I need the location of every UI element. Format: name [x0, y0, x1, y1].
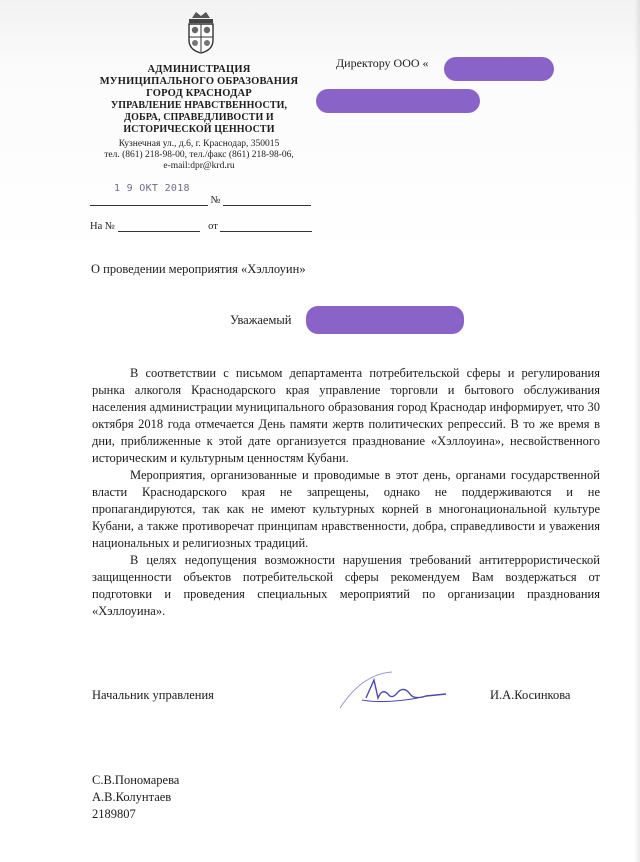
address: Кузнечная ул., д.6, г. Краснодар, 350015: [118, 139, 280, 149]
redaction-addressee: [306, 306, 464, 334]
date-blank: [90, 194, 208, 206]
coat-of-arms-icon: [186, 10, 216, 54]
letter-subject: О проведении мероприятия «Хэллоуин»: [91, 262, 306, 276]
executor-name: А.В.Колунтаев: [92, 790, 172, 804]
signatory-name: И.А.Косинкова: [490, 688, 571, 702]
executors-block: [92, 772, 179, 823]
incoming-number-line: [90, 220, 312, 232]
org-name-line1: АДМИНИСТРАЦИЯ: [147, 64, 251, 75]
number-blank: [223, 194, 311, 206]
dept-name-line3: ИСТОРИЧЕСКОЙ ЦЕННОСТИ: [123, 124, 275, 135]
letterhead: [86, 64, 312, 172]
body-paragraph: В целях недопущения возможности нарушения требований антитеррористической защищенности объектов потребительской сферы рекомендуем Вам воздержаться от подготовки и проведения специальных мероприятий по организации празднования «Хэллоуина».: [92, 553, 600, 618]
letter-body: [92, 365, 600, 620]
reply-number-blank: [118, 220, 200, 232]
reply-date-blank: [220, 220, 312, 232]
page-edge-shadow: [634, 0, 640, 862]
org-name-line2: МУНИЦИПАЛЬНОГО ОБРАЗОВАНИЯ: [99, 76, 299, 87]
body-paragraph: В соответствии с письмом департамента потребительской сферы и регулирования рынка алкоголя Краснодарского края управление торговли и бытового обслуживания населения администрации муниципального образования город Краснодар информирует, что 30 октября 2018 года отмечается День памяти жертв политических репрессий. В то же время в дни, приближенные к этой дате организуется празднование «Хэллоуина», несвойственного историческим и культурным ценностям Кубани.: [92, 366, 600, 465]
reply-date-label: от: [208, 221, 218, 232]
recipient: Директору ООО «: [336, 56, 429, 70]
reply-number-label: На №: [90, 221, 115, 232]
date-stamp: 1 9 ОКТ 2018: [114, 183, 190, 194]
executor-name: С.В.Пономарева: [92, 773, 180, 787]
signatory-title: Начальник управления: [92, 688, 214, 702]
phone: тел. (861) 218-98-00, тел./факс (861) 218-98-06,: [104, 150, 294, 160]
executor-phone: 2189807: [92, 807, 136, 821]
dept-name-line2: ДОБРА, СПРАВЕДЛИВОСТИ И: [124, 112, 274, 123]
org-name-line3: ГОРОД КРАСНОДАР: [146, 88, 252, 99]
dept-name-line1: УПРАВЛЕНИЕ НРАВСТВЕННОСТИ,: [110, 100, 288, 111]
redaction-recipient-company: [444, 57, 554, 81]
salutation: Уважаемый: [230, 313, 292, 327]
handwritten-signature: [322, 668, 452, 718]
outgoing-number-line: [90, 194, 311, 206]
body-paragraph: Мероприятия, организованные и проводимые в этот день, органами государственной власти Краснодарского края не запрещены, однако не поддерживаются и не пропагандируются, так как не имеют культурных корней в многонациональной культуре Кубани, а также противоречат принципам нравственности, добра, справедливости и уважения национальных и религиозных традиций.: [92, 468, 600, 550]
email: e-mail:dpr@krd.ru: [163, 161, 235, 171]
number-label: №: [210, 195, 221, 206]
redaction-recipient-name: [316, 89, 480, 113]
